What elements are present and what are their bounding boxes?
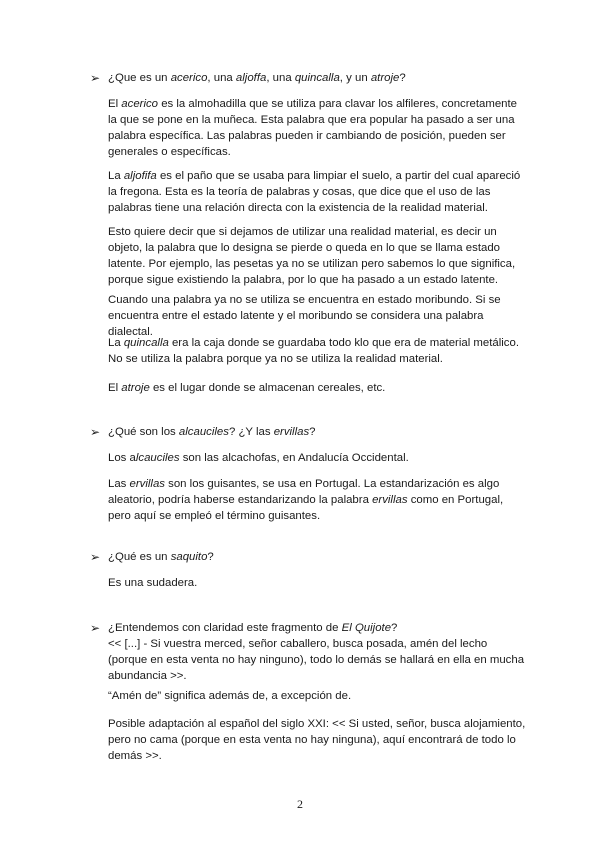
- italic-term: lcauciles: [135, 452, 180, 464]
- bullet-arrow-icon: ➢: [90, 550, 101, 564]
- text-run: Las: [108, 478, 130, 490]
- paragraph-1-1: [108, 96, 528, 160]
- paragraph-2-2: [108, 476, 528, 524]
- text-run: ¿Entendemos con claridad este fragmento de: [108, 622, 342, 634]
- italic-term: acerico: [121, 98, 159, 110]
- text-run: Es una sudadera.: [108, 577, 198, 589]
- paragraph-4-3: [108, 716, 528, 764]
- text-run: es la almohadilla que se utiliza para clavar los alfileres, concretamente la que se pone en la muñeca. Esta palabra que era popular ha pasado a ser una palabra específica. Las palabras pueden ir cambiando de posición, pueden ser generales o específicas.: [108, 98, 518, 158]
- paragraph-1-3: [108, 224, 528, 288]
- text-run: ¿Qué es un: [108, 551, 171, 563]
- bullet-arrow-icon: ➢: [90, 425, 101, 439]
- text-run: como en Portugal, pero aquí se empleó el término guisantes.: [108, 494, 504, 522]
- text-run: ?: [309, 426, 316, 438]
- text-run: , una: [207, 72, 236, 84]
- text-run: son los guisantes, se usa en Portugal. La estandarización es algo aleatorio, podría haberse estandarizando la palabra: [108, 478, 500, 506]
- paragraph-1-4: [108, 292, 528, 340]
- text-run: era la caja donde se guardaba todo klo que era de material metálico. No se utiliza la palabra porque ya no se utiliza la realidad material.: [108, 337, 519, 365]
- italic-term: alcauciles: [178, 426, 229, 438]
- text-run: Posible adaptación al español del siglo XXI: << Si usted, señor, busca alojamiento, pero no cama (porque en esta venta no hay ninguna), aquí encontrará de todo lo demás >>.: [108, 718, 526, 762]
- text-run: << [...] - Si vuestra merced, señor caballero, busca posada, amén del lecho (porque en esta venta no hay ninguno), todo lo demás se hallará en ella en mucha abundancia >>.: [108, 638, 525, 682]
- italic-term: atroje: [121, 382, 150, 394]
- italic-term: aljofifa: [123, 170, 157, 182]
- italic-term: quincalla: [123, 337, 169, 349]
- italic-term: acerico: [170, 72, 208, 84]
- paragraph-4-2: [108, 688, 528, 704]
- paragraph-1-5: [108, 335, 528, 367]
- text-run: Los a: [108, 452, 136, 464]
- question-1-text: [108, 70, 406, 86]
- text-run: son las alcachofas, en Andalucía Occidental.: [179, 452, 409, 464]
- text-run: Esto quiere decir que si dejamos de utilizar una realidad material, es decir un objeto, la palabra que lo designa se pierde o queda en lo que se llama estado latente. Por ejemplo, las pesetas ya no se utilizan pero sabemos lo que significa, porque sigue existiendo la palabra, por lo que ha pasado a un estado latente.: [108, 226, 516, 286]
- text-run: ? ¿Y las: [228, 426, 274, 438]
- bullet-arrow-icon: ➢: [90, 621, 101, 635]
- text-run: , una: [266, 72, 295, 84]
- paragraph-3-1: [108, 575, 528, 591]
- text-run: ?: [391, 622, 398, 634]
- text-run: ¿Qué son los: [108, 426, 179, 438]
- text-run: “Amén de” significa además de, a excepción de.: [108, 690, 352, 702]
- question-2-text: [108, 424, 316, 440]
- italic-term: quincalla: [294, 72, 340, 84]
- question-3-text: [108, 549, 214, 565]
- text-run: La: [108, 170, 124, 182]
- italic-term: aljoffa: [235, 72, 267, 84]
- italic-term: El Quijote: [341, 622, 392, 634]
- paragraph-2-1: [108, 450, 528, 466]
- text-run: El: [108, 98, 122, 110]
- text-run: La: [108, 337, 124, 349]
- text-run: es el lugar donde se almacenan cereales, etc.: [149, 382, 386, 394]
- question-4-text: [108, 620, 397, 636]
- italic-term: atroje: [370, 72, 400, 84]
- italic-term: ervillas: [372, 494, 408, 506]
- italic-term: ervillas: [273, 426, 310, 438]
- text-run: ?: [399, 72, 406, 84]
- text-run: El: [108, 382, 122, 394]
- italic-term: saquito: [170, 551, 208, 563]
- text-run: ?: [207, 551, 214, 563]
- paragraph-1-6: [108, 380, 528, 396]
- page-number: 2: [297, 797, 303, 811]
- paragraph-1-2: [108, 168, 528, 216]
- text-run: es el paño que se usaba para limpiar el suelo, a partir del cual apareció la fregona. Esta es la teoría de palabras y cosas, que dice que el uso de las palabras tiene una relación directa con la existencia de la realidad material.: [108, 170, 521, 214]
- text-run: ¿Que es un: [108, 72, 171, 84]
- text-run: Cuando una palabra ya no se utiliza se encuentra en estado moribundo. Si se encuentra entre el estado latente y el moribundo se considera una palabra dialectal.: [108, 294, 501, 338]
- bullet-arrow-icon: ➢: [90, 71, 101, 85]
- text-run: , y un: [339, 72, 371, 84]
- paragraph-4-1: [108, 636, 528, 684]
- italic-term: ervillas: [129, 478, 165, 490]
